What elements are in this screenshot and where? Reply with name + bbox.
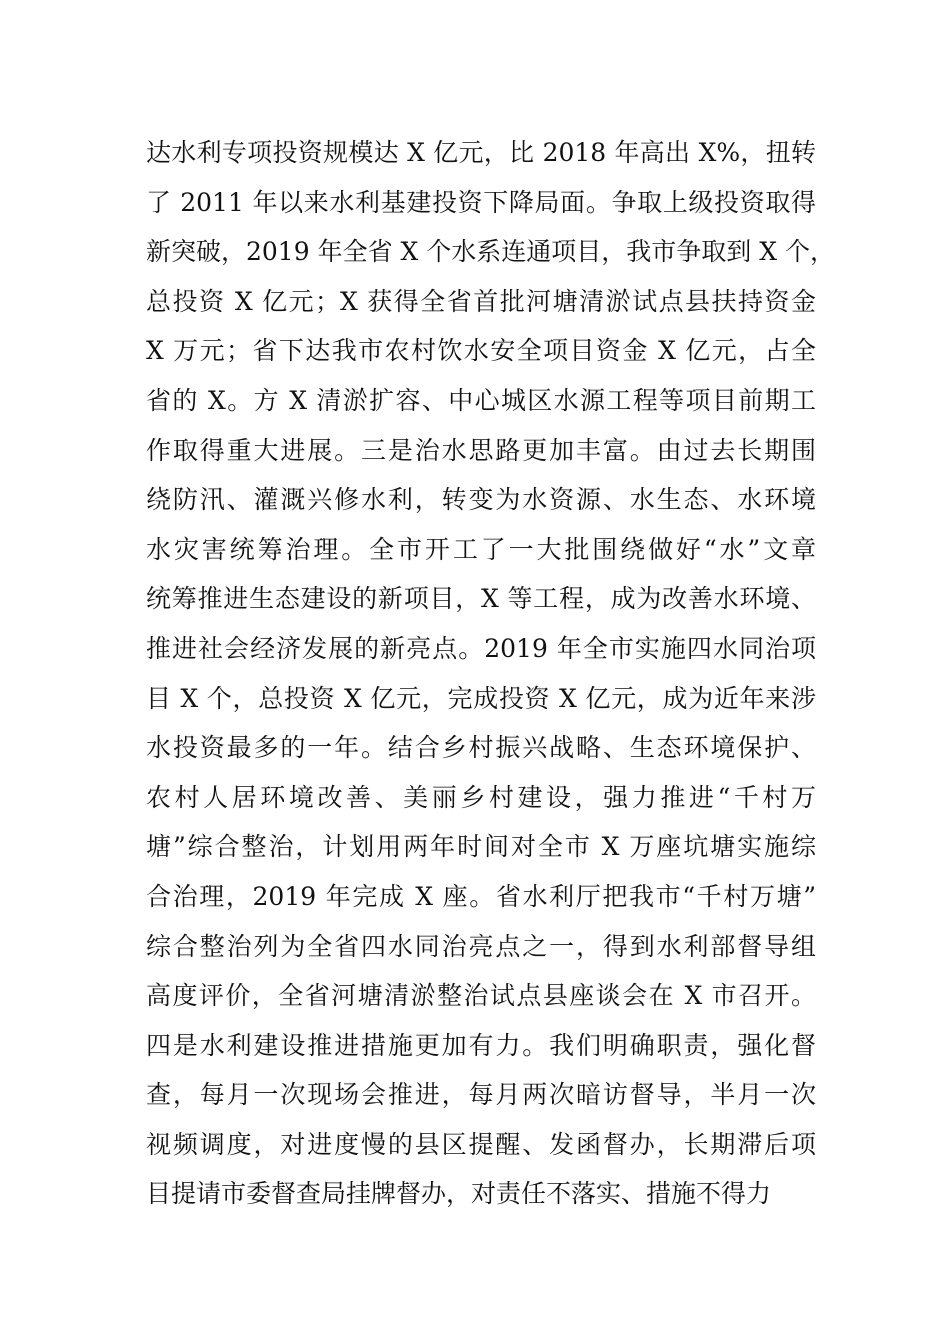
text-line: 省的 X。方 X 清淤扩容、中心城区水源工程等项目前期工 [146, 385, 816, 415]
text-line: 绕防汛、灌溉兴修水利，转变为水资源、水生态、水环境 [146, 485, 816, 515]
text-line: 统筹推进生态建设的新项目，X 等工程，成为改善水环境、 [146, 584, 816, 614]
text-line: 目 X 个，总投资 X 亿元，完成投资 X 亿元，成为近年来涉 [146, 683, 816, 713]
text-line: 综合整治列为全省四水同治亮点之一，得到水利部督导组 [146, 931, 816, 961]
text-line: 水灾害统筹治理。全市开工了一大批围绕做好“水”文章 [146, 534, 816, 564]
text-line: 推进社会经济发展的新亮点。2019 年全市实施四水同治项 [146, 633, 816, 663]
text-line: 了 2011 年以来水利基建投资下降局面。争取上级投资取得 [146, 187, 816, 217]
text-line: 作取得重大进展。三是治水思路更加丰富。由过去长期围 [146, 435, 816, 465]
text-line: 塘”综合整治，计划用两年时间对全市 X 万座坑塘实施综 [146, 832, 816, 862]
text-line: 总投资 X 亿元；X 获得全省首批河塘清淤试点县扶持资金 [146, 286, 816, 316]
text-line: 目提请市委督查局挂牌督办，对责任不落实、措施不得力 [146, 1179, 772, 1209]
text-line: 新突破，2019 年全省 X 个水系连通项目，我市争取到 X 个， [146, 237, 835, 267]
text-line: 视频调度，对进度慢的县区提醒、发函督办，长期滞后项 [146, 1129, 816, 1159]
text-line: 水投资最多的一年。结合乡村振兴战略、生态环境保护、 [146, 733, 816, 763]
text-line: 达水利专项投资规模达 X 亿元，比 2018 年高出 X%，扭转 [146, 138, 816, 167]
text-line: 合治理，2019 年完成 X 座。省水利厅把我市“千村万塘” [146, 881, 816, 911]
text-line: 农村人居环境改善、美丽乡村建设，强力推进“千村万 [146, 782, 816, 812]
text-line: 四是水利建设推进措施更加有力。我们明确职责，强化督 [146, 1030, 816, 1060]
body-paragraph [146, 128, 835, 1219]
text-line: 查，每月一次现场会推进，每月两次暗访督导，半月一次 [146, 1080, 816, 1110]
text-line: X 万元；省下达我市农村饮水安全项目资金 X 亿元，占全 [146, 336, 816, 366]
text-line: 高度评价，全省河塘清淤整治试点县座谈会在 X 市召开。 [146, 981, 816, 1011]
